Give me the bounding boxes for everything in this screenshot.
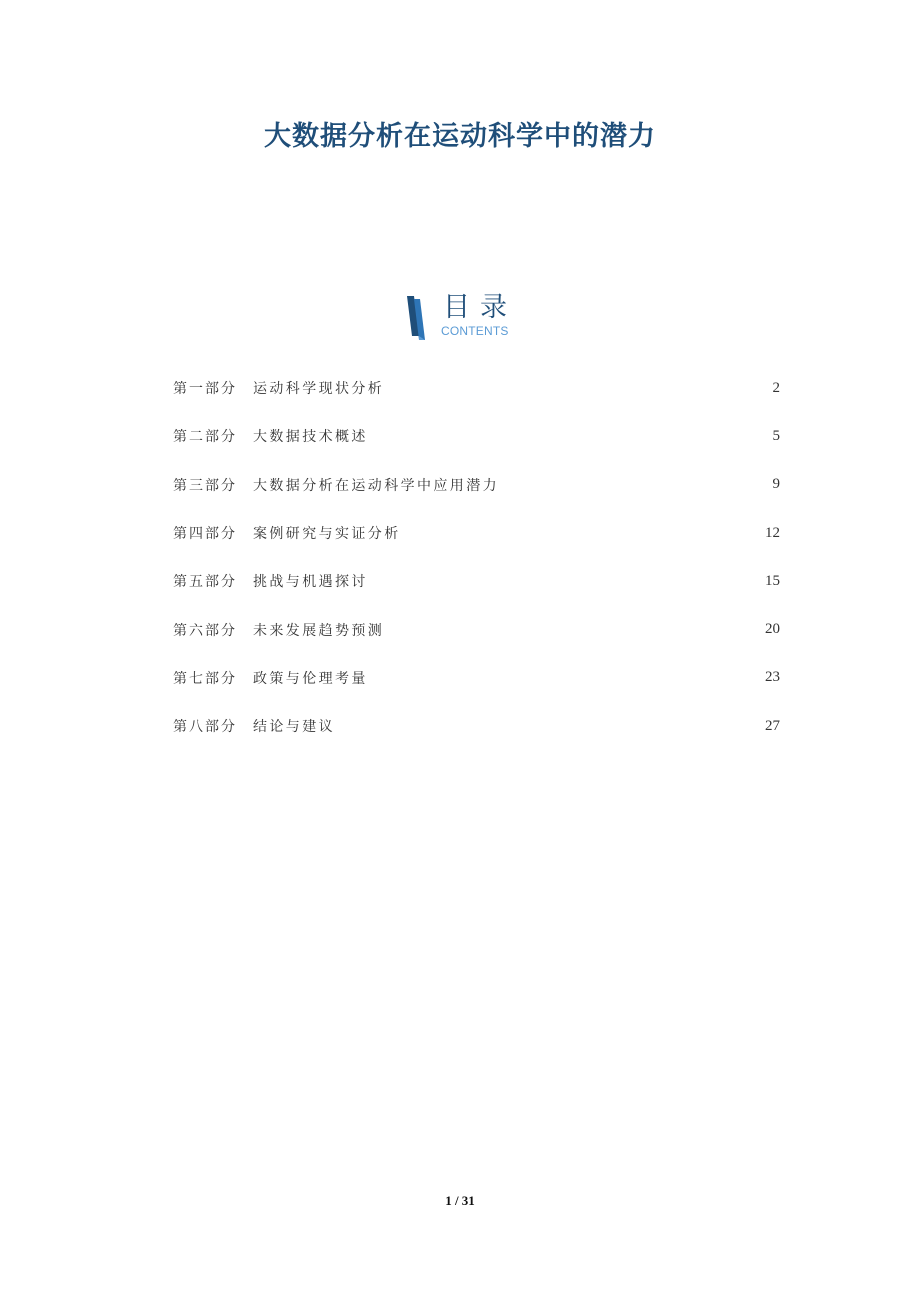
toc-entry[interactable]	[173, 412, 780, 460]
toc-entry-part: 第七部分	[173, 670, 237, 687]
toc-entry-part: 第一部分	[173, 381, 237, 398]
toc-entry-part: 第四部分	[173, 526, 237, 543]
toc-entry-part: 第五部分	[173, 574, 237, 591]
toc-entry-part: 第六部分	[173, 622, 237, 639]
toc-entry-title: 未来发展趋势预测	[253, 622, 385, 639]
toc-entry-part: 第三部分	[173, 477, 237, 494]
toc-leader-dots	[402, 528, 764, 542]
toc-leader-dots	[369, 673, 764, 687]
toc-entry[interactable]	[173, 605, 780, 653]
toc-leader-dots	[385, 625, 764, 639]
toc-title: 目录	[443, 292, 517, 323]
page-number: 1 / 31	[445, 1193, 475, 1208]
toc-entry-page: 27	[765, 717, 780, 734]
toc-entry-page: 9	[772, 476, 780, 493]
toc-entry-page: 12	[765, 524, 780, 541]
toc-entry-part: 第二部分	[173, 429, 237, 446]
toc-entry-title: 案例研究与实证分析	[253, 526, 401, 543]
toc-entry[interactable]	[173, 509, 780, 557]
toc-leader-dots	[385, 383, 771, 397]
toc-leader-dots	[336, 721, 764, 735]
toc-entry-part: 第八部分	[173, 719, 237, 736]
toc-subtitle: CONTENTS	[441, 324, 509, 338]
toc-leader-dots	[500, 480, 772, 494]
toc-entry-title: 大数据分析在运动科学中应用潜力	[253, 477, 499, 494]
toc-entry-page: 20	[765, 621, 780, 638]
toc-entry-page: 5	[772, 427, 780, 444]
toc-entry-page: 23	[765, 669, 780, 686]
toc-entry-title: 政策与伦理考量	[253, 670, 368, 687]
toc-entry[interactable]	[173, 364, 780, 412]
toc-header	[405, 292, 545, 342]
toc-entry[interactable]	[173, 557, 780, 605]
toc-entry[interactable]	[173, 461, 780, 509]
toc-leader-dots	[369, 431, 772, 445]
toc-entry-title: 结论与建议	[253, 719, 335, 736]
toc-entry-title: 大数据技术概述	[253, 429, 368, 446]
toc-leader-dots	[369, 576, 764, 590]
toc-book-icon	[405, 296, 431, 340]
toc-entry-page: 15	[765, 572, 780, 589]
toc-entry-title: 挑战与机遇探讨	[253, 574, 368, 591]
toc-list	[173, 364, 780, 750]
document-title: 大数据分析在运动科学中的潜力	[264, 121, 656, 152]
toc-entry[interactable]	[173, 702, 780, 750]
toc-entry[interactable]	[173, 654, 780, 702]
toc-entry-page: 2	[772, 379, 780, 396]
toc-entry-title: 运动科学现状分析	[253, 381, 385, 398]
